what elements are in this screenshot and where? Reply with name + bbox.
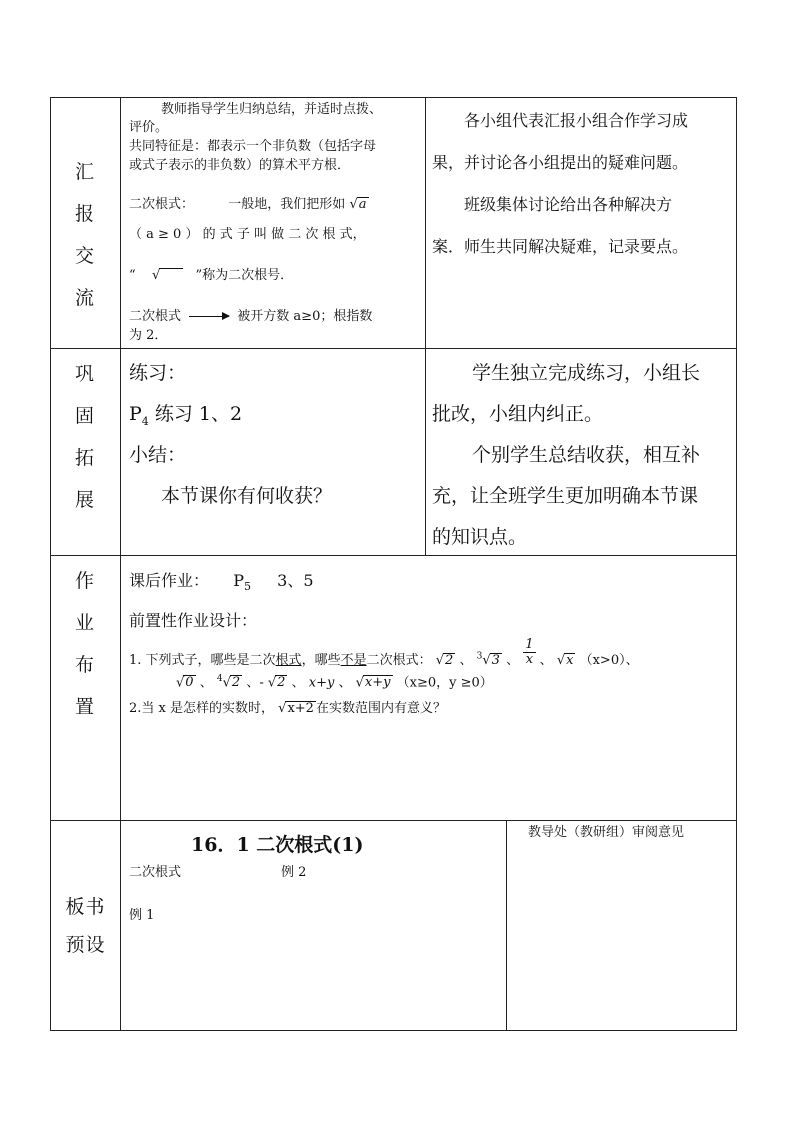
- text-fragment: 3、5: [277, 571, 314, 590]
- text-line: 练习：: [129, 362, 187, 384]
- underlined-text: 不是: [340, 653, 367, 668]
- radical-icon: √: [176, 675, 185, 691]
- text-fragment: （x≥0，y ≥0）: [396, 675, 493, 691]
- root-index: 3: [476, 651, 483, 662]
- text-line: 前置性作业设计：: [129, 611, 258, 630]
- text-line: 小结：: [129, 444, 187, 466]
- numerator: 1: [525, 637, 534, 652]
- exercise-line: [129, 399, 242, 428]
- text-fragment: 练习 1、2: [148, 403, 243, 425]
- expression: x+y: [308, 675, 335, 691]
- radicand: x+y: [364, 675, 391, 691]
- label-char: 展: [74, 489, 96, 511]
- arrow-right-icon: [189, 316, 229, 317]
- radicand: a: [358, 197, 367, 212]
- text-fragment: 、: [199, 675, 213, 691]
- text-line: 班级集体讨论给出各种解决方: [464, 195, 673, 214]
- label-line: 预设: [65, 933, 106, 956]
- board-item: 例 2: [281, 865, 307, 880]
- radical-icon: √: [278, 701, 287, 716]
- text-fragment: 2.当 x 是怎样的实数时，: [129, 701, 274, 716]
- row-label-report: [51, 98, 120, 348]
- radical-icon: √: [349, 197, 358, 212]
- text-fragment: P: [233, 571, 244, 590]
- text-line: 批改，小组内纠正。: [432, 403, 604, 425]
- report-student-activity: [426, 98, 737, 348]
- definition-line: [129, 196, 369, 214]
- question-2: [129, 700, 446, 718]
- row-label-consolidate: [51, 349, 120, 555]
- lesson-plan-table: [50, 97, 737, 1031]
- text-fragment: ”称为二次根号．: [195, 268, 294, 283]
- row-label-board: [51, 821, 120, 1030]
- text-fragment: 二次根式：: [129, 197, 195, 212]
- label-char: 拓: [74, 447, 96, 469]
- text-fragment: 一般地，我们把形如: [228, 197, 346, 212]
- text-line: 教师指导学生归纳总结，并适时点拨、: [161, 102, 383, 117]
- board-plan: [121, 821, 506, 1030]
- text-fragment: 、: [539, 653, 553, 668]
- report-teacher-activity: [121, 98, 425, 348]
- text-line: 或式子表示的非负数）的算术平方根．: [129, 158, 351, 173]
- radicand: 2: [445, 653, 454, 668]
- text-line: 个别学生总结收获，相互补: [472, 444, 701, 466]
- radical-icon: √: [482, 653, 491, 668]
- radical-icon: √: [435, 653, 445, 668]
- radical-icon: √: [222, 675, 231, 691]
- label-char: 报: [74, 203, 96, 225]
- page-subscript: 4: [141, 414, 149, 428]
- text-fragment: 在实数范围内有意义？: [315, 701, 446, 716]
- board-item: 二次根式: [129, 865, 182, 880]
- review-heading: 教导处（教研组）审阅意见: [528, 825, 685, 840]
- text-line: （ a ≥ 0 ） 的 式 子 叫 做 二 次 根 式，: [129, 227, 366, 242]
- radical-icon: √: [355, 675, 364, 691]
- label-char: 汇: [74, 161, 96, 183]
- text-fragment: 课后作业：: [129, 571, 210, 590]
- consolidate-student-activity: [426, 349, 737, 555]
- label-char: 固: [74, 405, 96, 427]
- board-title: 16．1 二次根式(1): [191, 834, 364, 856]
- text-fragment: ，哪些: [301, 653, 341, 668]
- text-line: 为 2．: [129, 328, 168, 343]
- radicand: 2: [231, 675, 241, 691]
- radical-icon: √: [151, 268, 161, 283]
- text-fragment: 、: [291, 675, 305, 691]
- text-fragment: 、: [338, 675, 352, 691]
- text-line: 本节课你有何收获？: [161, 485, 333, 507]
- text-line: 果，并讨论各小组提出的疑难问题。: [432, 153, 689, 172]
- text-line: 案．师生共同解决疑难，记录要点。: [432, 237, 689, 256]
- summary-line: [129, 308, 372, 326]
- text-fragment: 1. 下列式子，哪些是二次: [129, 653, 276, 668]
- label-char: 布: [74, 654, 96, 676]
- text-fragment: “: [129, 268, 136, 283]
- board-item: 例 1: [129, 908, 155, 923]
- radicand: 0: [185, 675, 194, 691]
- text-fragment: 、-: [246, 675, 264, 691]
- root-index: 4: [216, 674, 223, 684]
- text-fragment: 二次根式: [129, 309, 182, 324]
- text-line: 充，让全班学生更加明确本节课: [432, 485, 699, 507]
- radicand: 3: [491, 653, 500, 668]
- fraction: [523, 638, 535, 667]
- row-label-homework: [51, 556, 120, 820]
- text-line: 共同特征是：都表示一个非负数（包括字母: [129, 139, 377, 154]
- label-char: 交: [74, 245, 96, 267]
- label-char: 置: [74, 696, 96, 718]
- radicand: 2: [277, 675, 286, 691]
- consolidate-teacher-activity: [121, 349, 425, 555]
- radical-icon: √: [267, 675, 277, 691]
- page-subscript: 5: [243, 580, 251, 594]
- text-fragment: 、: [459, 653, 473, 668]
- text-fragment: 、: [506, 653, 520, 668]
- homework-line: [129, 568, 314, 593]
- text-fragment: P: [129, 403, 142, 425]
- radical-sign-line: [129, 267, 293, 285]
- text-fragment: （x>0）、: [579, 653, 639, 668]
- denominator: x: [525, 652, 534, 667]
- radicand: x+2: [287, 701, 314, 716]
- text-fragment: 被开方数 a≥0；根指数: [237, 309, 373, 324]
- text-line: 学生独立完成练习，小组长: [472, 362, 701, 384]
- review-opinion: [507, 821, 737, 1030]
- label-line: 板书: [65, 895, 106, 918]
- radicand: x: [566, 653, 574, 668]
- radical-icon: √: [556, 653, 566, 668]
- label-char: 流: [74, 287, 96, 309]
- homework-content: [121, 556, 737, 820]
- label-char: 业: [74, 612, 96, 634]
- label-char: 作: [74, 570, 96, 592]
- text-fragment: 二次根式：: [366, 653, 432, 668]
- text-line: 的知识点。: [432, 526, 528, 548]
- underlined-text: 根式: [275, 653, 302, 668]
- text-line: 各小组代表汇报小组合作学习成: [464, 111, 689, 130]
- label-char: 巩: [74, 363, 96, 385]
- text-line: 评价。: [129, 120, 169, 135]
- question-1-line-2: [176, 670, 493, 692]
